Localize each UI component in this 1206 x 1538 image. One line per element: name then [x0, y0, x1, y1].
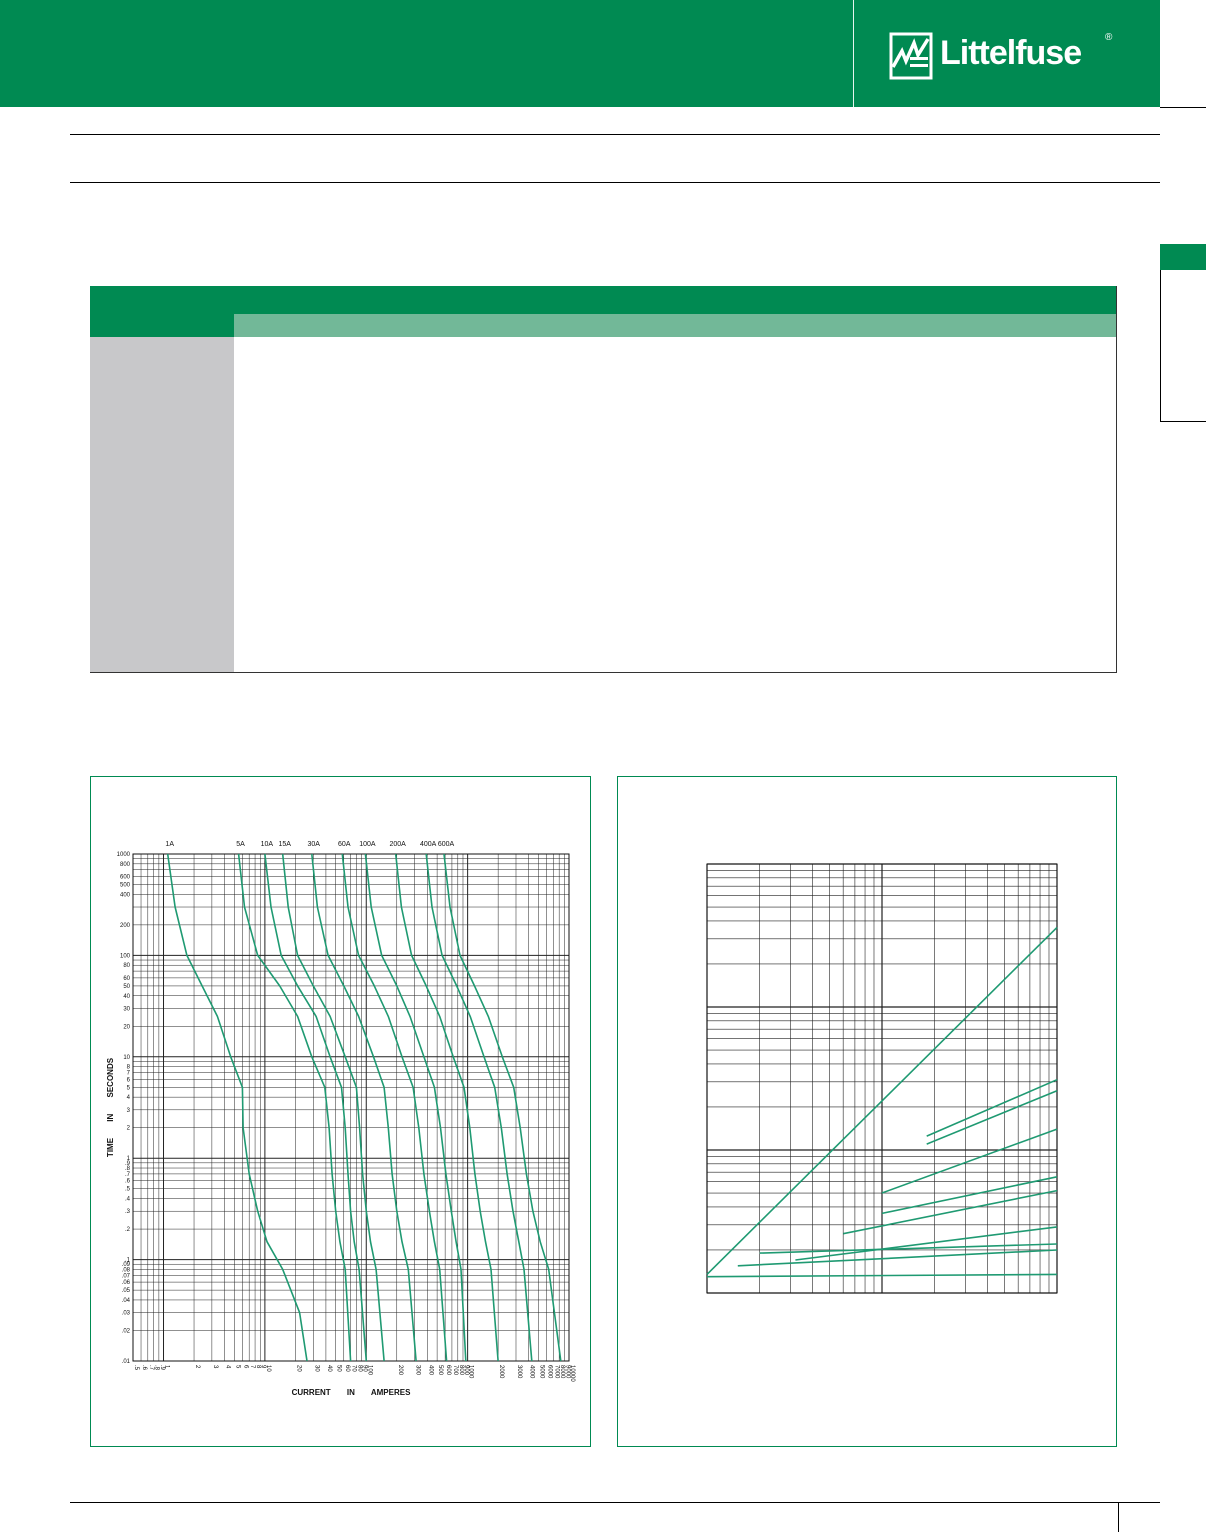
table-cell	[486, 433, 612, 457]
table-cell	[234, 528, 360, 552]
y-tick-label: .05	[121, 1288, 130, 1295]
table-cell	[360, 385, 486, 409]
table-subheader-row	[90, 314, 1117, 337]
registered-mark: ®	[1105, 32, 1113, 43]
table-cell	[360, 648, 486, 673]
x-tick-label: 8	[255, 1365, 262, 1369]
table-cell	[990, 457, 1116, 481]
x-tick-label: 500	[437, 1365, 444, 1376]
table-cell	[864, 361, 990, 385]
table-cell	[864, 433, 990, 457]
table-row-label	[90, 481, 234, 505]
littelfuse-logo	[888, 30, 1123, 82]
spec-table	[90, 286, 1117, 673]
plot-frame	[133, 854, 569, 1361]
table-row	[90, 552, 1117, 576]
table-cell	[738, 385, 864, 409]
table-row-label	[90, 457, 234, 481]
section-tab	[1160, 244, 1206, 270]
table-row	[90, 409, 1117, 433]
table-cell	[360, 433, 486, 457]
table-row	[90, 600, 1117, 624]
series-line	[265, 854, 366, 1361]
brand-name: Littelfuse	[940, 34, 1082, 72]
table-row-label	[90, 504, 234, 528]
time-current-chart-panel	[90, 776, 591, 1447]
table-subheader-cell	[738, 314, 864, 337]
x-tick-label: 800	[457, 1365, 464, 1376]
x-tick-label: 5	[234, 1365, 241, 1369]
x-tick-label: 10000	[569, 1365, 575, 1382]
table-cell	[360, 600, 486, 624]
series-label: 60A	[338, 841, 351, 848]
y-tick-label: .09	[121, 1262, 130, 1269]
table-cell	[612, 361, 738, 385]
table-cell	[612, 624, 738, 648]
x-tick-label: 1000	[467, 1365, 474, 1379]
table-row	[90, 648, 1117, 673]
x-tick-label: 3	[211, 1365, 218, 1369]
y-tick-label: 30	[123, 1006, 130, 1013]
series-line	[283, 854, 384, 1361]
table-cell	[864, 504, 990, 528]
table-row	[90, 433, 1117, 457]
x-tick-label: 8000	[559, 1365, 566, 1379]
table-row-label	[90, 576, 234, 600]
table-cell	[990, 648, 1116, 673]
table-cell	[360, 337, 486, 361]
title-rule-bottom	[70, 182, 1160, 183]
x-tick-label: 9	[260, 1365, 267, 1369]
table-cell	[738, 481, 864, 505]
series-line	[795, 1227, 1057, 1260]
table-row-label	[90, 433, 234, 457]
y-tick-label: 80	[123, 963, 130, 970]
x-tick-label: .8	[153, 1365, 160, 1371]
x-tick-label: 2000	[498, 1365, 505, 1379]
y-tick-label: .8	[124, 1166, 130, 1173]
table-row-label	[90, 361, 234, 385]
table-cell	[990, 552, 1116, 576]
x-tick-label: 50	[335, 1365, 342, 1372]
table-cell	[360, 409, 486, 433]
x-tick-label: .9	[158, 1365, 165, 1371]
title-rule-top	[70, 134, 1160, 135]
y-tick-label: 400	[119, 892, 130, 899]
header-divider	[853, 0, 854, 107]
table-cell	[738, 576, 864, 600]
series-line	[396, 854, 498, 1361]
time-current-chart	[91, 777, 590, 1446]
y-tick-label: .9	[124, 1160, 130, 1167]
table-cell	[864, 576, 990, 600]
table-cell	[612, 576, 738, 600]
table-subheader-cell	[612, 314, 738, 337]
table-cell	[738, 600, 864, 624]
table-subheader-cell	[486, 314, 612, 337]
table-cell	[864, 481, 990, 505]
table-cell	[864, 409, 990, 433]
table-cell	[864, 648, 990, 673]
table-cell	[738, 409, 864, 433]
table-cell	[738, 528, 864, 552]
table-header-row	[90, 286, 1117, 314]
y-tick-label: .7	[124, 1171, 130, 1178]
x-tick-label: 30	[313, 1365, 320, 1372]
x-tick-label: 7000	[553, 1365, 560, 1379]
y-tick-label: 3	[126, 1107, 130, 1114]
littelfuse-mark-icon	[888, 31, 934, 81]
series-line	[843, 1191, 1057, 1234]
table-row	[90, 337, 1117, 361]
table-cell	[486, 600, 612, 624]
x-tick-label: 70	[350, 1365, 357, 1372]
y-tick-label: .3	[124, 1209, 130, 1216]
footer-rule	[70, 1502, 1160, 1503]
table-cell	[234, 385, 360, 409]
y-tick-label: .1	[124, 1257, 130, 1264]
table-row-label	[90, 385, 234, 409]
series-line	[927, 1080, 1057, 1136]
table-cell	[738, 457, 864, 481]
table-subheader-cell	[990, 314, 1116, 337]
series-label: 600A	[437, 841, 455, 848]
y-tick-label: 6	[126, 1077, 130, 1084]
x-tick-label: 60	[343, 1365, 350, 1372]
x-tick-label: 6000	[546, 1365, 553, 1379]
footer-tick	[1118, 1502, 1119, 1532]
table-cell	[738, 648, 864, 673]
table-cell	[234, 648, 360, 673]
x-tick-label: 9000	[564, 1365, 571, 1379]
table-cell	[738, 624, 864, 648]
table-cell	[486, 504, 612, 528]
table-cell	[738, 433, 864, 457]
y-tick-label: .6	[124, 1178, 130, 1185]
y-tick-label: 4	[126, 1095, 130, 1102]
y-tick-label: 500	[119, 882, 130, 889]
table-cell	[234, 433, 360, 457]
series-label: 1A	[165, 841, 174, 848]
table-cell	[360, 361, 486, 385]
y-tick-label: 8	[126, 1064, 130, 1071]
table-cell	[990, 337, 1116, 361]
series-line	[882, 1129, 1057, 1193]
table-cell	[234, 337, 360, 361]
x-tick-label: 10	[264, 1365, 271, 1372]
table-row	[90, 528, 1117, 552]
y-tick-label: .07	[121, 1273, 130, 1280]
x-tick-label: .7	[147, 1365, 154, 1371]
table-cell	[612, 600, 738, 624]
table-cell	[360, 576, 486, 600]
x-tick-label: 80	[356, 1365, 363, 1372]
table-cell	[864, 337, 990, 361]
table-cell	[738, 337, 864, 361]
table-cell	[234, 457, 360, 481]
table-cell	[990, 385, 1116, 409]
x-tick-label: 90	[361, 1365, 368, 1372]
table-cell	[864, 552, 990, 576]
table-row	[90, 576, 1117, 600]
x-tick-label: 5000	[538, 1365, 545, 1379]
series-label: 30A	[307, 841, 320, 848]
x-tick-label: 400	[427, 1365, 434, 1376]
y-tick-label: 200	[119, 922, 130, 929]
x-tick-label: 3000	[515, 1365, 522, 1379]
y-tick-label: 1	[126, 1156, 130, 1163]
x-tick-label: 1	[163, 1365, 170, 1369]
y-tick-label: 40	[123, 993, 130, 1000]
y-tick-label: 600	[119, 874, 130, 881]
table-cell	[234, 576, 360, 600]
y-tick-label: 10	[123, 1054, 130, 1061]
table-row	[90, 481, 1117, 505]
series-label: 100A	[359, 841, 376, 848]
table-cell	[486, 481, 612, 505]
table-cell	[486, 361, 612, 385]
y-tick-label: .03	[121, 1310, 130, 1317]
y-tick-label: .01	[121, 1359, 130, 1365]
x-tick-label: 700	[451, 1365, 458, 1376]
table-cell	[612, 337, 738, 361]
table-cell	[864, 385, 990, 409]
y-axis-title: TIME IN SECONDS	[106, 1057, 115, 1158]
table-row	[90, 624, 1117, 648]
x-tick-label: 2	[194, 1365, 201, 1369]
y-tick-label: 5	[126, 1085, 130, 1092]
table-cell	[990, 433, 1116, 457]
x-tick-label: 4000	[528, 1365, 535, 1379]
table-cell	[612, 385, 738, 409]
table-cell	[486, 528, 612, 552]
table-row-label	[90, 552, 234, 576]
table-cell	[234, 481, 360, 505]
table-row-label	[90, 648, 234, 673]
x-tick-label: .6	[141, 1365, 148, 1371]
table-cell	[486, 576, 612, 600]
table-row	[90, 361, 1117, 385]
table-cell	[612, 504, 738, 528]
table-cell	[738, 361, 864, 385]
y-tick-label: .08	[121, 1267, 130, 1274]
y-tick-label: 1000	[116, 852, 130, 858]
x-tick-label: 600	[445, 1365, 452, 1376]
table-cell	[486, 648, 612, 673]
table-cell	[990, 600, 1116, 624]
table-row-label	[90, 528, 234, 552]
table-cell	[990, 528, 1116, 552]
table-cell	[990, 576, 1116, 600]
table-cell	[486, 337, 612, 361]
table-cell	[990, 361, 1116, 385]
x-tick-label: 7	[249, 1365, 256, 1369]
table-cell	[612, 648, 738, 673]
table-cell	[486, 624, 612, 648]
table-cell	[234, 361, 360, 385]
x-tick-label: 300	[414, 1365, 421, 1376]
x-tick-label: 4	[224, 1365, 231, 1369]
x-axis-title: CURRENT IN AMPERES	[291, 1388, 411, 1397]
y-tick-label: .04	[121, 1297, 130, 1304]
table-subheader-cell	[360, 314, 486, 337]
table-cell	[738, 504, 864, 528]
series-label: 200A	[389, 841, 406, 848]
table-cell	[612, 409, 738, 433]
series-line	[168, 854, 307, 1361]
table-row-label	[90, 409, 234, 433]
table-cell	[360, 528, 486, 552]
table-cell	[360, 457, 486, 481]
x-tick-label: 20	[295, 1365, 302, 1372]
table-cell	[234, 552, 360, 576]
table-cell	[486, 552, 612, 576]
table-cell	[360, 481, 486, 505]
table-cell	[738, 552, 864, 576]
table-row-label	[90, 624, 234, 648]
chart-grid	[133, 854, 569, 1361]
y-tick-label: 100	[119, 953, 130, 960]
table-cell	[612, 552, 738, 576]
table-row	[90, 504, 1117, 528]
table-row	[90, 457, 1117, 481]
chart-grid	[707, 864, 1057, 1293]
section-tab-rule-bottom	[1160, 421, 1206, 422]
table-row	[90, 385, 1117, 409]
y-tick-label: 7	[126, 1070, 130, 1077]
table-cell	[486, 409, 612, 433]
table-cell	[486, 385, 612, 409]
header-rule	[1160, 107, 1206, 108]
table-cell	[234, 409, 360, 433]
table-cell	[864, 457, 990, 481]
y-tick-label: .4	[124, 1196, 130, 1203]
series-label: 15A	[278, 841, 291, 848]
x-tick-label: 900	[462, 1365, 469, 1376]
table-cell	[234, 600, 360, 624]
table-cell	[360, 624, 486, 648]
y-tick-label: .02	[121, 1328, 130, 1335]
y-tick-label: .5	[124, 1186, 130, 1193]
table-cell	[864, 624, 990, 648]
series-label: 5A	[236, 841, 245, 848]
x-tick-label: 40	[325, 1365, 332, 1372]
table-cell	[612, 457, 738, 481]
table-cell	[864, 600, 990, 624]
table-row-label	[90, 600, 234, 624]
table-corner-cell	[90, 286, 234, 337]
x-tick-label: 200	[396, 1365, 403, 1376]
series-line	[239, 854, 351, 1361]
table-row-label	[90, 337, 234, 361]
table-cell	[612, 528, 738, 552]
table-cell	[360, 552, 486, 576]
peak-letthrough-chart	[618, 777, 1116, 1446]
y-tick-label: 50	[123, 983, 130, 990]
series-label: 10A	[260, 841, 274, 848]
table-cell	[990, 624, 1116, 648]
y-tick-label: 20	[123, 1024, 130, 1031]
section-tab-rule	[1160, 270, 1161, 422]
table-cell	[360, 504, 486, 528]
table-group-header	[234, 286, 1117, 314]
y-tick-label: .2	[124, 1227, 130, 1234]
peak-letthrough-chart-panel	[617, 776, 1117, 1447]
y-tick-label: 60	[123, 975, 130, 982]
table-subheader-cell	[234, 314, 360, 337]
x-tick-label: 6	[242, 1365, 249, 1369]
x-tick-label: .5	[133, 1365, 139, 1371]
table-cell	[234, 624, 360, 648]
table-cell	[990, 504, 1116, 528]
table-cell	[234, 504, 360, 528]
table-cell	[864, 528, 990, 552]
table-cell	[990, 481, 1116, 505]
series-label: 400A	[419, 841, 437, 848]
y-tick-label: .06	[121, 1280, 130, 1287]
y-tick-label: 2	[126, 1125, 130, 1132]
table-cell	[486, 457, 612, 481]
table-subheader-cell	[864, 314, 990, 337]
x-tick-label: 100	[366, 1365, 373, 1376]
y-tick-label: 800	[119, 861, 130, 868]
table-cell	[612, 481, 738, 505]
table-cell	[990, 409, 1116, 433]
table-cell	[612, 433, 738, 457]
